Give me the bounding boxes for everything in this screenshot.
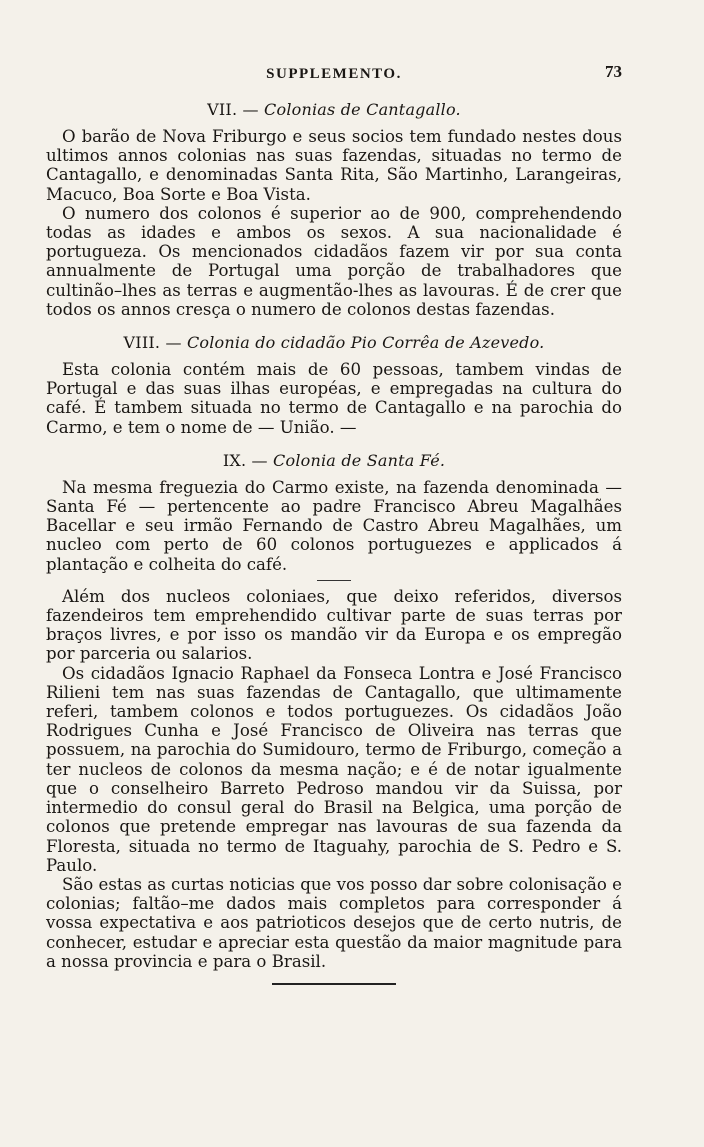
paragraph: O numero dos colonos é superior ao de 900, comprehendendo todas as idades e ambos os sexos. A sua nacionalidade é portugueza. Os mencionados cidadãos fazem vir por sua conta annualmente de Portugal uma porção de trabalhadores que cultinão–lhes as terras e augmentão-lhes as lavouras. É de crer que todos os annos cresça o numero de colonos destas fazendas. [46,203,622,319]
paragraph: Os cidadãos Ignacio Raphael da Fonseca Lontra e José Francisco Rilieni tem nas suas fazendas de Cantagallo, que ultimamente referi, tambem colonos e todos portuguezes. Os cidadãos João Rodrigues Cunha e José Francisco de Oliveira nas terras que possuem, na parochia do Sumidouro, termo de Friburgo, começão a ter nucleos de colonos da mesma nação; e é de notar igualmente que o conselheiro Barreto Pedroso mandou vir da Suissa, por intermedio do consul geral do Brasil na Belgica, uma porção de colonos que pretende empregar nas lavouras de sua fazenda da Floresta, situada no termo de Itaguahy, parochia de S. Pedro e S. Paulo. [46,663,622,875]
paragraph: São estas as curtas noticias que vos posso dar sobre colonisação e colonias; faltão–me dados mais completos para corresponder á vossa expectativa e aos patrioticos desejos que de certo nutris, de conhecer, estudar e apreciar esta questão da maior magnitude para a nossa provincia e para o Brasil. [46,874,622,971]
section-numeral: IX. [222,450,247,470]
section-title: Colonia do cidadão Pio Corrêa de Azevedo. [186,333,545,353]
paragraph: Esta colonia contém mais de 60 pessoas, tambem vindas de Portugal e das suas ilhas européas, e empregadas na cultura do café. É tambem situada no termo de Cantagallo e na parochia do Carmo, e tem o nome de — União. — [46,360,622,437]
page-number: 73 [605,62,622,81]
paragraph: Além dos nucleos coloniaes, que deixo referidos, diversos fazendeiros tem emprehendido cultivar parte de suas terras por braços livres, e por isso os mandão vir da Europa e os empregão por parceria ou salarios. [46,586,622,664]
section-dash: — [165,333,182,353]
paragraph: O barão de Nova Friburgo e seus socios tem fundado nestes dous ultimos annos colonias nas suas fazendas, situadas no termo de Cantagallo, e denominadas Santa Rita, São Martinho, Larangeiras, Macuco, Boa Sorte e Boa Vista. [46,127,622,204]
paragraph: Na mesma freguezia do Carmo existe, na fazenda denominada — Santa Fé — pertencente ao padre Francisco Abreu Magalhães Bacellar e seu irmão Fernando de Castro Abreu Magalhães, um nucleo com perto de 60 colonos portuguezes e applicados á plantação e colheita do café. [46,477,622,574]
running-title: SUPPLEMENTO. [266,66,402,82]
section-dash: — [242,100,259,119]
section-heading-ix [46,451,622,470]
book-page [46,62,622,985]
section-heading-vii [46,100,622,119]
section-heading-viii [46,333,622,352]
end-rule [272,983,396,985]
section-title: Colonia de Santa Fé. [273,450,446,470]
section-dash: — [251,450,268,470]
page-header [46,62,622,86]
section-title: Colonias de Cantagallo. [264,100,461,119]
section-numeral: VIII. [123,333,161,353]
section-numeral: VII. [207,100,238,119]
section-divider [317,580,351,581]
